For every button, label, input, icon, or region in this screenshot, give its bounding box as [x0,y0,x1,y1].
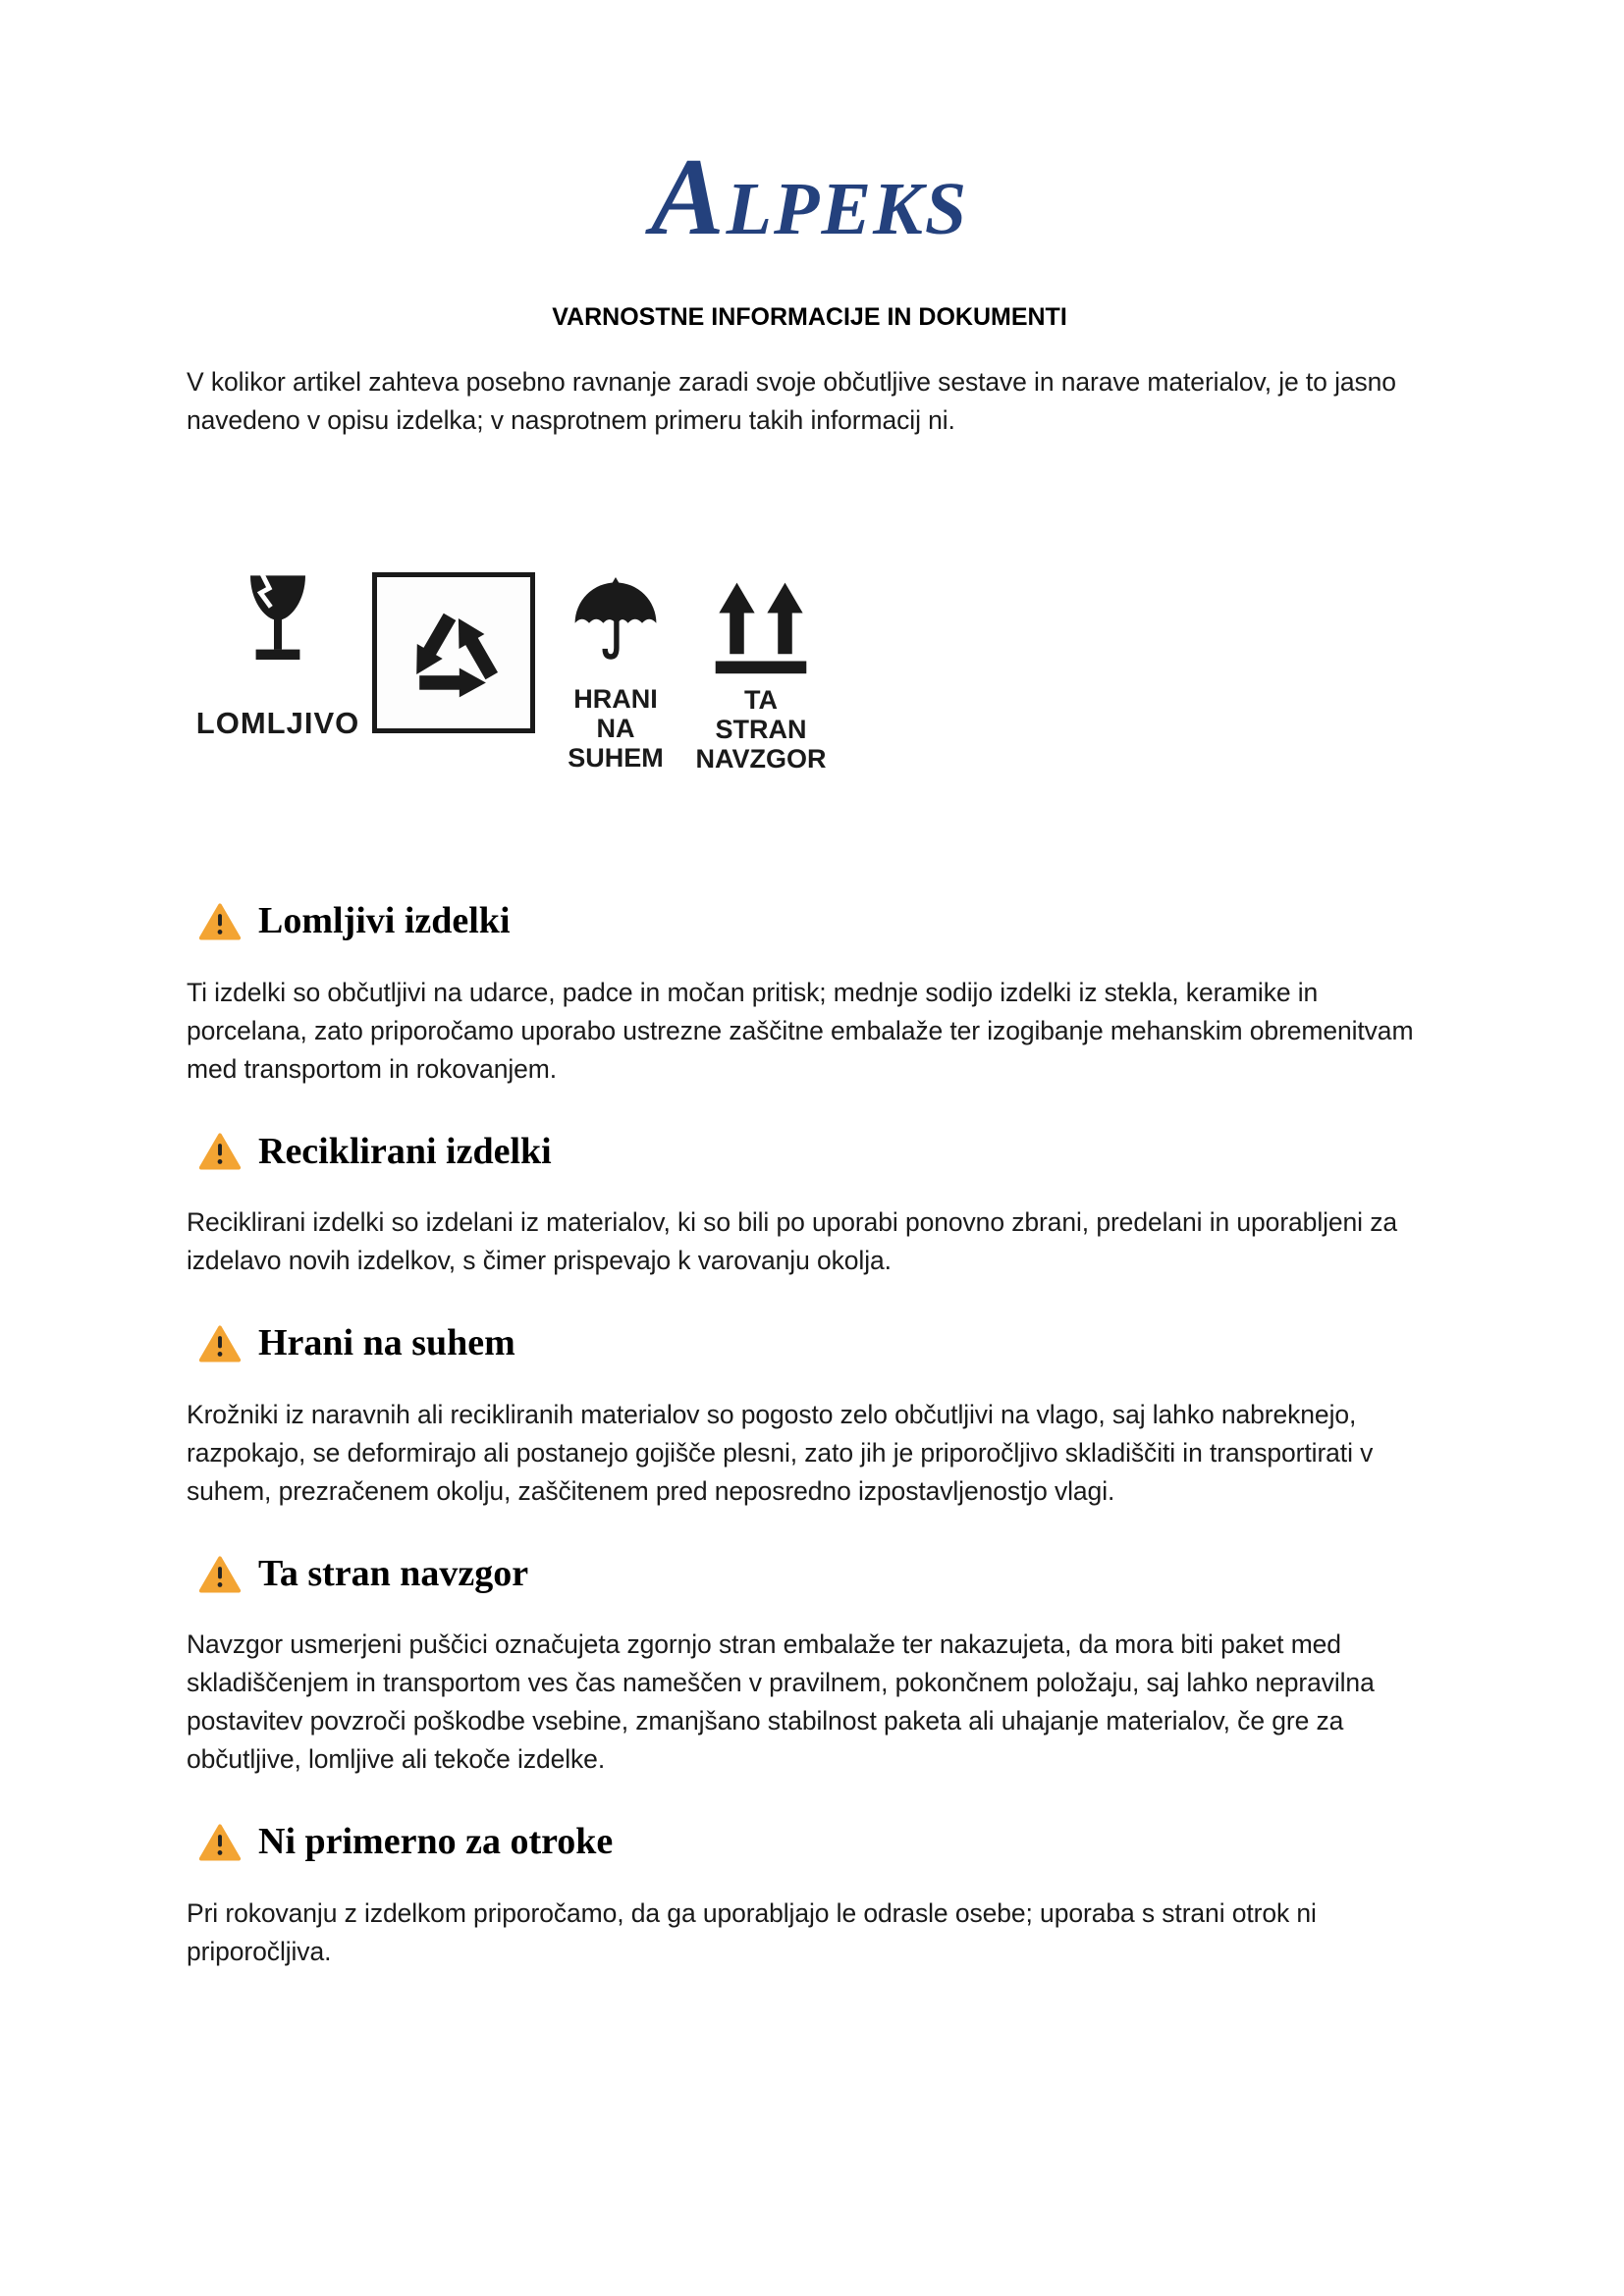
section-title: Lomljivi izdelki [258,900,511,941]
this-side-up-symbol [695,579,827,774]
section-body: Krožniki iz naravnih ali recikliranih materialov so pogosto zelo občutljivi na vlago, saj lahko nabreknejo, razpokajo, se deformirajo ali postanejo gojišče plesni, zato jih je priporočljivo skladiščiti in transportirati v suhem, prezračenem okolju, zaščitenem pred neposredno izpostavljenostjo vlagi. [187,1399,1374,1506]
logo-rest-letters: LPEKS [726,168,969,250]
section-body: Ti izdelki so občutljivi na udarce, padce in močan pritisk; mednje sodijo izdelki iz stekla, keramike in porcelana, zato priporočamo uporabo ustrezne zaščitne embalaže ter izogibanje mehanskim obremenitvam med transportom in rokovanjem. [187,977,1414,1084]
warning-icon [198,1823,242,1862]
this-side-up-label: TA STRAN NAVZGOR [695,685,827,774]
section-heading [198,1130,1433,1175]
recycle-frame [372,572,535,733]
recycle-icon [397,596,511,710]
section-ni-primerno-za-otroke [187,1820,1433,1971]
this-side-up-icon [712,579,810,675]
section-hrani-na-suhem [187,1321,1433,1511]
section-heading [198,1552,1433,1597]
umbrella-icon [571,577,660,674]
section-body: Reciklirani izdelki so izdelani iz materialov, ki so bili po uporabi ponovno zbrani, predelani in uporabljeni za izdelavo novih izdelkov, s čimer prispevajo k varovanju okolja. [187,1207,1398,1276]
warning-icon [198,1324,242,1363]
section-body: Navzgor usmerjeni puščici označujeta zgornjo stran embalaže ter nakazujeta, da mora biti paket med skladiščenjem in transportom ves čas nameščen v pravilnem, pokončnem položaju, saj lahko nepravilna postavitev povzroči poškodbe vsebine, zmanjšano stabilnost paketa ali uhajanje materialov, če gre za občutljive, lomljive ali tekoče izdelke. [187,1629,1375,1775]
logo-first-letter: A [650,136,727,258]
section-heading [198,1820,1433,1865]
keep-dry-label: HRANI NA SUHEM [568,684,664,773]
section-lomljivi-izdelki [187,899,1433,1089]
company-logo [187,136,1433,258]
intro-paragraph: V kolikor artikel zahteva posebno ravnanje zaradi svoje občutljive sestave in narave materialov, je to jasno navedeno v opisu izdelka; v nasprotnem primeru takih informacij ni. [187,367,1396,435]
recyclable-symbol [372,572,535,733]
section-reciklirani-izdelki [187,1130,1433,1281]
fragile-label: LOMLJIVO [195,706,360,740]
section-title: Hrani na suhem [258,1322,515,1364]
warning-icon [198,1132,242,1171]
keep-dry-symbol [555,577,677,773]
warning-icon [198,1555,242,1594]
section-title: Ni primerno za otroke [258,1821,614,1863]
section-heading [198,1321,1433,1366]
section-title: Ta stran navzgor [258,1552,529,1594]
packaging-symbols-row [187,572,1433,774]
section-title: Reciklirani izdelki [258,1130,552,1172]
fragile-symbol [195,572,360,741]
section-body: Pri rokovanju z izdelkom priporočamo, da ga uporabljajo le odrasle osebe; uporaba s strani otrok ni priporočljiva. [187,1897,1317,1966]
info-sections [187,899,1433,1971]
warning-icon [198,902,242,941]
broken-glass-icon [239,572,317,676]
section-heading [198,899,1433,944]
section-ta-stran-navzgor [187,1552,1433,1780]
page-title: VARNOSTNE INFORMACIJE IN DOKUMENTI [552,303,1067,331]
